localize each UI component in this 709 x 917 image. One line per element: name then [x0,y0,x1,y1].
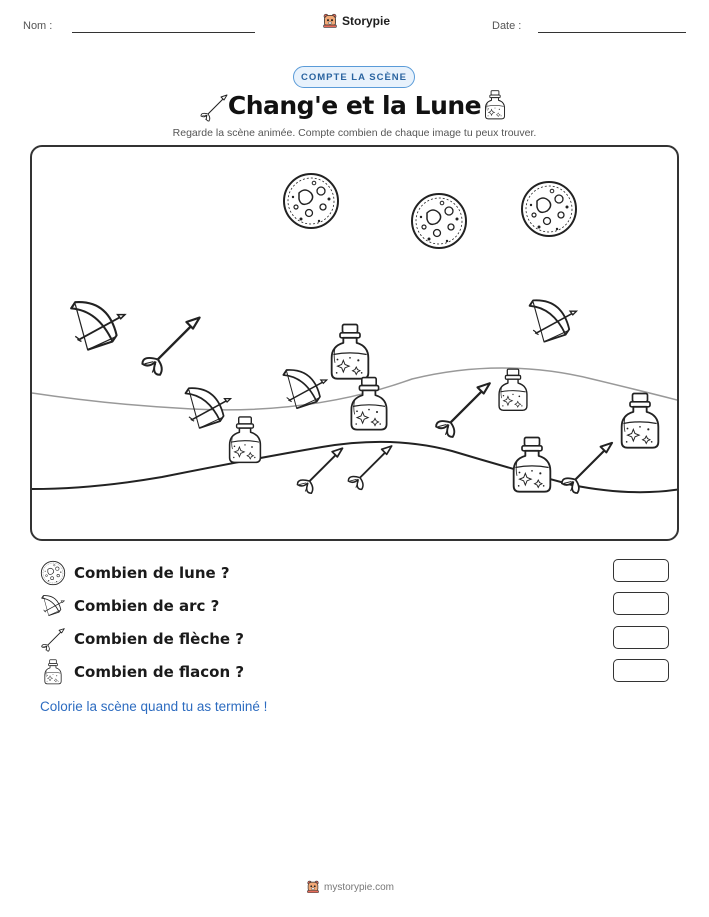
scene-panel [30,145,679,541]
question-text: Combien de lune ? [74,564,230,582]
answer-box-flask[interactable] [613,659,669,682]
question-arrow [40,626,244,652]
instructions: Regarde la scène animée. Compte combien de chaque image tu peux trouver. [172,127,537,139]
flask-icon [40,659,66,685]
flask-icon [514,438,551,492]
arrow-icon [348,446,391,489]
footer-url: mystorypie.com [324,881,395,893]
name-label: Nom : [23,20,53,32]
date-field[interactable] [538,32,686,33]
flask-icon [351,378,386,430]
mascot-icon [306,880,320,894]
moon-icon [284,174,338,228]
bow-icon [185,388,230,428]
arrow-icon [436,383,490,437]
arrow-icon [142,318,199,375]
flask-icon [482,89,508,121]
question-flask [40,659,244,685]
answer-box-moon[interactable] [613,559,669,582]
front-hill [32,442,679,492]
bow-icon [40,593,66,619]
bow-icon [71,302,125,350]
question-text: Combien de flèche ? [74,630,244,648]
brand-name: Storypie [342,14,391,28]
coloring-instruction: Colorie la scène quand tu as terminé ! [40,699,268,714]
flask-icon [332,325,369,379]
question-bow [40,593,219,619]
question-text: Combien de arc ? [74,597,220,615]
flask-icon [622,394,659,448]
bow-icon [530,300,577,342]
page-title: Chang'e et la Lune [227,91,482,120]
moon-icon [412,194,466,248]
answer-box-bow[interactable] [613,592,669,615]
arrow-icon [562,443,612,493]
flask-icon [499,369,527,410]
moon-icon [522,182,576,236]
date-label: Date : [492,20,522,32]
scene-illustration [32,147,679,541]
question-moon [40,560,230,586]
moon-icon [40,560,66,586]
arrow-icon [297,448,342,493]
flask-icon [230,417,261,463]
activity-badge: COMPTE LA SCÈNE [293,66,415,88]
footer-brand [306,880,394,894]
answer-box-arrow[interactable] [613,626,669,649]
name-field[interactable] [72,32,255,33]
arrow-icon [40,626,66,652]
mascot-icon [322,13,338,29]
brand-logo [322,13,390,29]
question-text: Combien de flacon ? [74,663,245,681]
